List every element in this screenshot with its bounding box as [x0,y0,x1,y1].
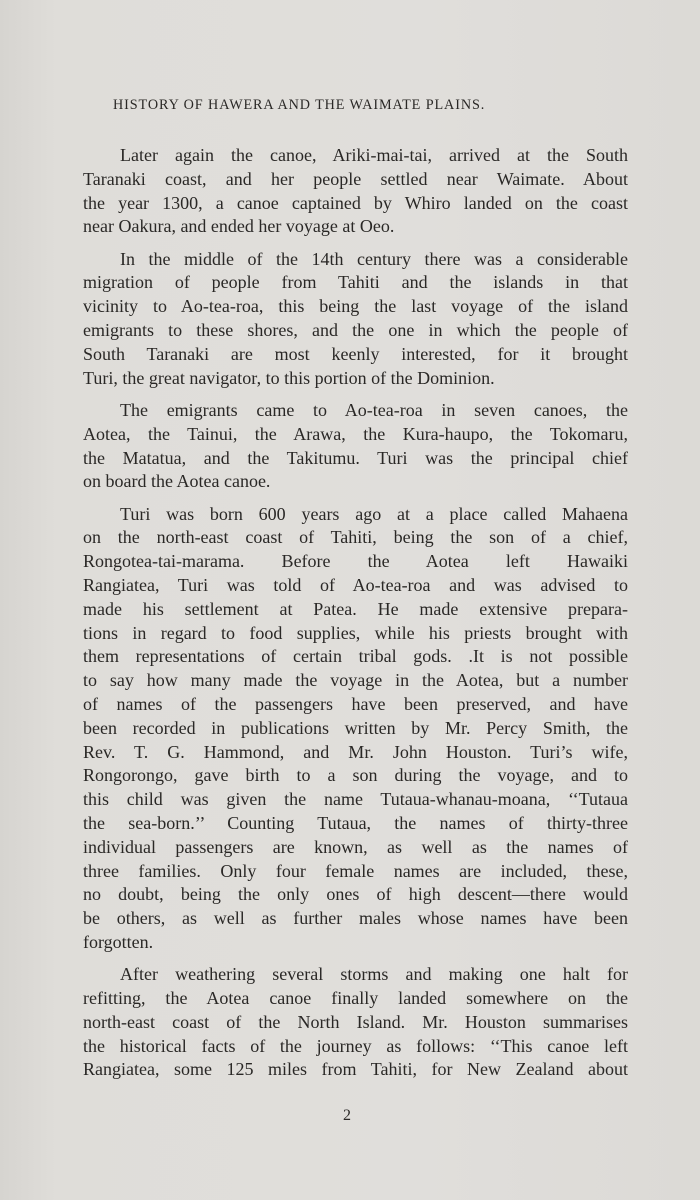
text-line: near Oakura, and ended her voyage at Oeo. [83,216,395,237]
text-line: Turi, the great navigator, to this portion of the Dominion. [83,367,495,388]
text-line: refitting, the Aotea canoe finally landed somewhere on the [83,988,628,1009]
text-line: north-east coast of the North Island. Mr. Houston summarises [83,1011,628,1032]
text-line: the year 1300, a canoe captained by Whiro landed on the coast [83,192,628,213]
text-line: Taranaki coast, and her people settled near Waimate. About [83,168,628,189]
text-line: to say how many made the voyage in the Aotea, but a number [83,670,628,691]
running-header: HISTORY OF HAWERA AND THE WAIMATE PLAINS. [113,97,486,113]
page-number: 2 [343,1107,351,1124]
text-line: Turi was born 600 years ago at a place called Mahaena [120,503,628,524]
text-line: Rangiatea, Turi was told of Ao-tea-roa and was advised to [83,575,628,596]
text-line: individual passengers are known, as well as the names of [83,836,628,857]
text-line: Aotea, the Tainui, the Arawa, the Kura-haupo, the Tokomaru, [83,423,628,444]
text-line: the historical facts of the journey as follows: ‘‘This canoe left [83,1035,628,1056]
paragraph [83,144,628,239]
text-line: emigrants to these shores, and the one in which the people of [83,320,628,341]
text-line: In the middle of the 14th century there was a considerable [120,248,628,269]
text-line: forgotten. [83,932,154,952]
text-line: After weathering several storms and making one halt for [120,964,628,985]
text-line: no doubt, being the only ones of high descent—there would [83,884,628,905]
paragraph [83,963,628,1082]
text-line: Rangiatea, some 125 miles from Tahiti, for New Zealand about [83,1059,628,1080]
text-line: migration of people from Tahiti and the islands in that [83,272,628,293]
text-line: Rongotea-tai-marama. Before the Aotea left Hawaiki [83,551,628,572]
body-text [83,144,628,1091]
paragraph [83,248,628,391]
text-line: the sea-born.’’ Counting Tutaua, the names of thirty-three [83,813,628,834]
text-line: be others, as well as further males whose names have been [83,908,628,929]
text-line: three families. Only four female names are included, these, [83,860,628,881]
text-line: tions in regard to food supplies, while his priests brought with [83,622,628,643]
text-line: Rev. T. G. Hammond, and Mr. John Houston. Turi’s wife, [83,741,628,762]
text-line: made his settlement at Patea. He made extensive prepara- [83,598,628,619]
text-line: South Taranaki are most keenly interested, for it brought [83,343,628,364]
text-line: been recorded in publications written by Mr. Percy Smith, the [83,717,628,738]
text-line: on board the Aotea canoe. [83,471,271,492]
text-line: on the north-east coast of Tahiti, being the son of a chief, [83,527,628,548]
paragraph [83,399,628,494]
text-line: Later again the canoe, Ariki-mai-tai, arrived at the South [120,145,628,165]
paragraph [83,503,628,955]
text-line: vicinity to Ao-tea-roa, this being the last voyage of the island [83,296,628,317]
text-line: the Matatua, and the Takitumu. Turi was the principal chief [83,447,628,468]
text-line: The emigrants came to Ao-tea-roa in seven canoes, the [120,399,628,420]
text-line: this child was given the name Tutaua-whanau-moana, ‘‘Tutaua [83,789,628,810]
text-line: of names of the passengers have been preserved, and have [83,694,628,715]
text-line: them representations of certain tribal gods. .It is not possible [83,646,628,667]
text-line: Rongorongo, gave birth to a son during the voyage, and to [83,765,628,786]
